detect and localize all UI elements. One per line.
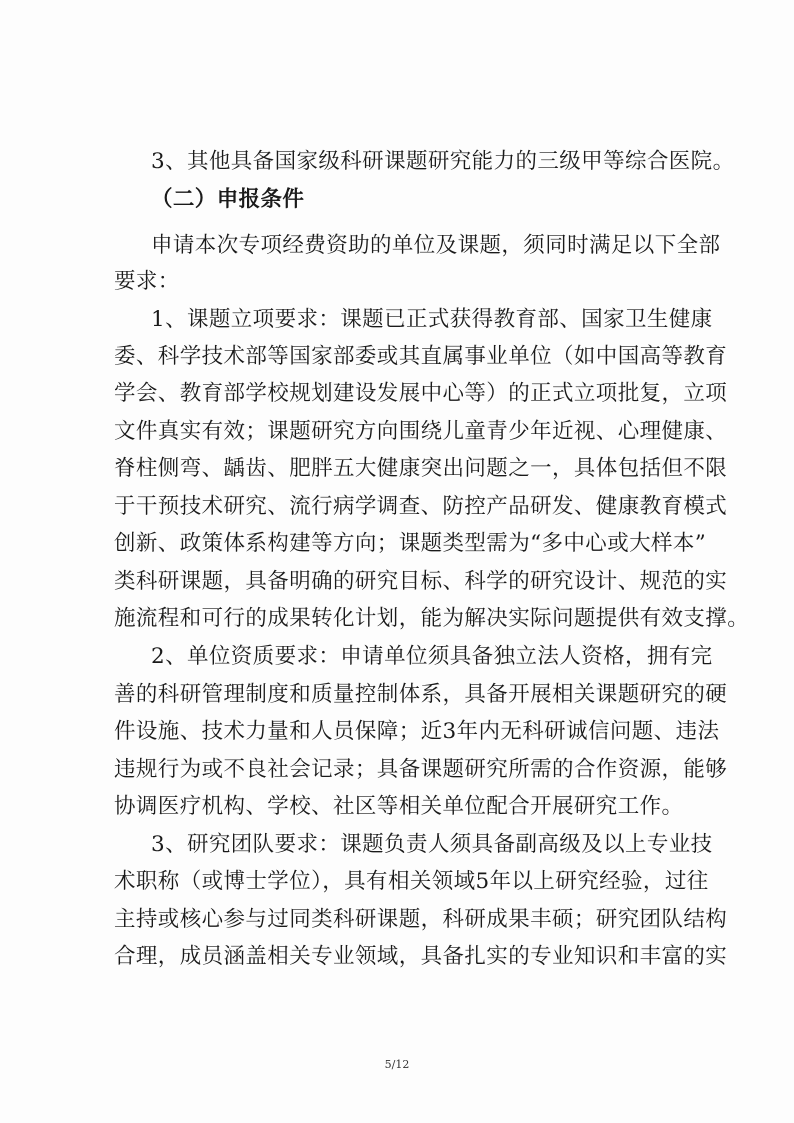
- paragraph-line: 类科研课题，具备明确的研究目标、科学的研究设计、规范的实: [114, 569, 728, 594]
- paragraph-line: 脊柱侧弯、龋齿、肥胖五大健康突出问题之一，具体包括但不限: [114, 456, 728, 481]
- paragraph-line: 学会、教育部学校规划建设发展中心等）的正式立项批复，立项: [114, 381, 728, 406]
- list-item-3-hospital: 3、其他具备国家级科研课题研究能力的三级甲等综合医院。: [151, 149, 735, 174]
- paragraph-line: 施流程和可行的成果转化计划，能为解决实际问题提供有效支撑。: [114, 606, 750, 631]
- paragraph-line: 违规行为或不良社会记录；具备课题研究所需的合作资源，能够: [114, 757, 728, 782]
- paragraph-line: 2、单位资质要求：申请单位须具备独立法人资格，拥有完: [151, 644, 713, 669]
- paragraph-line: 术职称（或博士学位），具有相关领域5年以上研究经验，过往: [114, 869, 709, 894]
- paragraph-line: 委、科学技术部等国家部委或其直属事业单位（如中国高等教育: [114, 344, 728, 369]
- paragraph-line: 善的科研管理制度和质量控制体系，具备开展相关课题研究的硬: [114, 682, 728, 707]
- paragraph-line: 协调医疗机构、学校、社区等相关单位配合开展研究工作。: [114, 794, 684, 819]
- paragraph-line: 申请本次专项经费资助的单位及课题，须同时满足以下全部: [151, 233, 721, 258]
- section-heading-application-conditions: （二）申报条件: [151, 187, 305, 212]
- paragraph-line: 要求：: [114, 269, 180, 294]
- paragraph-line: 主持或核心参与过同类科研课题，科研成果丰硕；研究团队结构: [114, 907, 728, 932]
- paragraph-line: 文件真实有效；课题研究方向围绕儿童青少年近视、心理健康、: [114, 419, 728, 444]
- paragraph-line: 1、课题立项要求：课题已正式获得教育部、国家卫生健康: [151, 307, 713, 332]
- paragraph-line: 件设施、技术力量和人员保障；近3年内无科研诚信问题、违法: [114, 719, 720, 744]
- paragraph-line: 于干预技术研究、流行病学调查、防控产品研发、健康教育模式: [114, 494, 728, 519]
- paragraph-line: 3、研究团队要求：课题负责人须具备副高级及以上专业技: [151, 832, 713, 857]
- page-number: 5/12: [384, 1058, 410, 1071]
- paragraph-line: 合理，成员涵盖相关专业领域，具备扎实的专业知识和丰富的实: [114, 944, 728, 969]
- paragraph-line: 创新、政策体系构建等方向；课题类型需为“多中心或大样本”: [114, 531, 707, 556]
